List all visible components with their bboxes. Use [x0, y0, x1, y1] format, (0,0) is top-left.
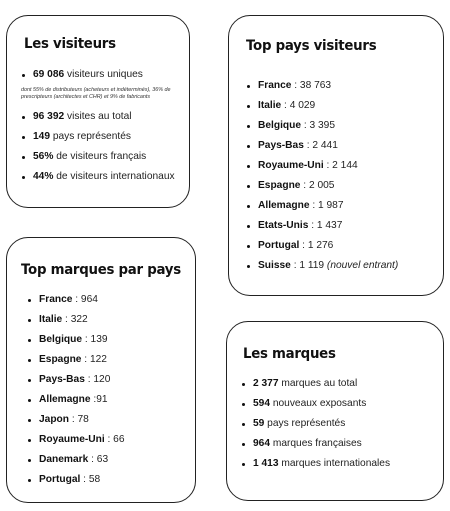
list-item: Danemark : 63	[27, 454, 192, 466]
list-item: France : 38 763	[246, 80, 436, 92]
list-item: Royaume-Uni : 66	[27, 434, 192, 446]
top-brands-by-country-list	[27, 294, 192, 486]
brands-card	[226, 321, 444, 501]
list-item: Belgique : 3 395	[246, 120, 436, 132]
brands-list	[241, 378, 436, 470]
top-visitor-countries-title: Top pays visiteurs	[246, 38, 377, 54]
list-item: 149 pays représentés	[21, 131, 186, 143]
list-item: Espagne : 2 005	[246, 180, 436, 192]
visitors-card	[6, 15, 190, 208]
list-item: Portugal : 1 276	[246, 240, 436, 252]
list-item: 2 377 marques au total	[241, 378, 436, 390]
list-item: Allemagne :91	[27, 394, 192, 406]
top-visitor-countries-list	[246, 80, 436, 272]
top-brands-by-country-title: Top marques par pays	[21, 262, 181, 278]
list-item: 59 pays représentés	[241, 418, 436, 430]
visitors-title: Les visiteurs	[24, 36, 116, 52]
list-item: 964 marques françaises	[241, 438, 436, 450]
list-item: Portugal : 58	[27, 474, 192, 486]
list-item: 1 413 marques internationales	[241, 458, 436, 470]
new-entrant-note: (nouvel entrant)	[326, 260, 399, 271]
list-item: Etats-Unis : 1 437	[246, 220, 436, 232]
list-item: Belgique : 139	[27, 334, 192, 346]
list-item: Japon : 78	[27, 414, 192, 426]
top-visitor-countries-card	[228, 15, 444, 296]
list-item: Italie : 4 029	[246, 100, 436, 112]
list-item: 96 392 visites au total	[21, 111, 186, 123]
top-brands-by-country-card	[6, 237, 196, 503]
list-item: 44% de visiteurs internationaux	[21, 171, 186, 183]
list-item: 69 086 visiteurs uniques	[21, 69, 186, 81]
list-item: 56% de visiteurs français	[21, 151, 186, 163]
list-item: Pays-Bas : 2 441	[246, 140, 436, 152]
visitors-list	[21, 69, 186, 183]
list-item: 594 nouveaux exposants	[241, 398, 436, 410]
brands-title: Les marques	[243, 346, 336, 362]
list-item: France : 964	[27, 294, 192, 306]
list-item: Italie : 322	[27, 314, 192, 326]
list-item: Royaume-Uni : 2 144	[246, 160, 436, 172]
list-item: Suisse : 1 119 (nouvel entrant)	[246, 260, 436, 272]
list-item: Pays-Bas : 120	[27, 374, 192, 386]
visitors-breakdown-note: dont 55% de distributeurs (acheteurs et indéterminés), 36% de prescripteurs (architectes et CHR) et 9% de fabricants	[21, 87, 171, 100]
list-item: Espagne : 122	[27, 354, 192, 366]
list-item: Allemagne : 1 987	[246, 200, 436, 212]
